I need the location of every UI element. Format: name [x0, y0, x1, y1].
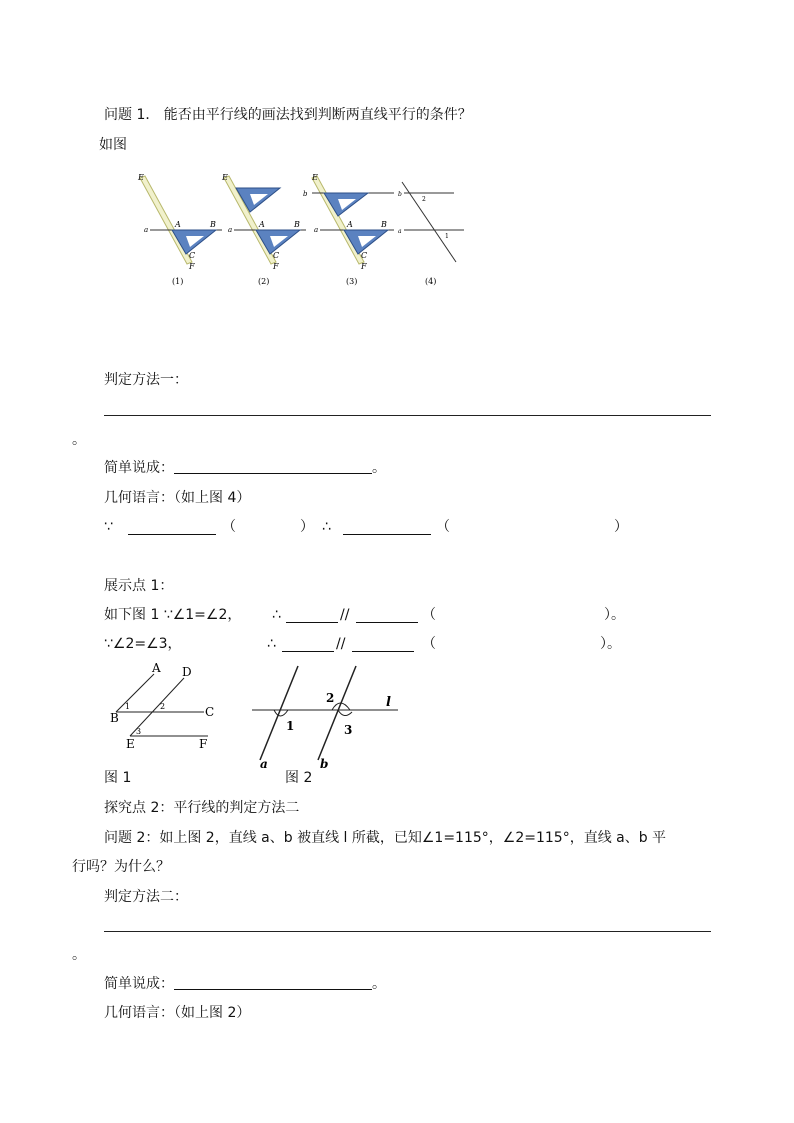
period-mark: 。 [72, 947, 86, 963]
label-A: A [152, 661, 161, 675]
answer-line-method-2[interactable] [104, 931, 711, 932]
label-E: E [312, 173, 318, 182]
label-a: a [144, 226, 149, 234]
angle-1: 1 [125, 702, 131, 711]
rparen-period: ）。 [604, 607, 625, 623]
label-A: A [347, 220, 353, 229]
label-D: D [182, 665, 192, 679]
label-E: E [138, 173, 144, 182]
question-1: 问题 1． 能否由平行线的画法找到判断两直线平行的条件？ [104, 107, 472, 123]
panel-1-caption: (1) [172, 277, 184, 286]
label-a: a [398, 228, 402, 235]
question-2-line-2: 行吗？为什么？ [72, 859, 170, 875]
panel-3-caption: (3) [346, 277, 358, 286]
angle-2: 2 [160, 702, 166, 711]
answer-line-method-1[interactable] [104, 415, 711, 416]
figure-2 [248, 662, 400, 770]
label-E: E [126, 737, 135, 751]
figure-2-caption: 图 2 [285, 770, 313, 786]
explore-point-2: 探究点 2：平行线的判定方法二 [104, 800, 300, 816]
rparen: ） [614, 519, 628, 535]
angle-label-1: 1 [286, 719, 295, 733]
parallel-blank-right[interactable] [356, 608, 418, 623]
geometry-language-fig2: 几何语言：（如上图 2） [104, 1005, 251, 1021]
as-figure-label: 如图 [99, 137, 127, 153]
period-mark: 。 [372, 460, 386, 476]
angle-label-2: 2 [422, 196, 426, 203]
label-a: a [228, 226, 233, 234]
label-b: b [320, 757, 329, 771]
transversal [402, 182, 456, 262]
label-a: a [314, 226, 319, 234]
figure-1 [104, 660, 224, 760]
rparen-period: ）。 [600, 636, 621, 652]
geometry-language-fig4: 几何语言：（如上图 4） [104, 490, 251, 506]
line-a [260, 666, 298, 760]
lparen: （ [422, 636, 436, 652]
fig1-prefix: 如下图 1 ∵∠1=∠2， [104, 607, 242, 623]
angle-arc-1 [274, 710, 288, 716]
panel-3 [303, 173, 394, 286]
angle-label-2: 2 [326, 691, 335, 705]
label-l: l [386, 695, 391, 710]
simple-say-blank[interactable] [174, 459, 372, 474]
simple-say-blank[interactable] [174, 975, 372, 990]
label-b: b [398, 191, 402, 198]
label-F: F [361, 262, 367, 271]
rparen: ） [300, 519, 314, 535]
label-B: B [110, 711, 119, 725]
angle-label-1: 1 [445, 233, 449, 240]
lparen: （ [222, 519, 236, 535]
label-b: b [303, 190, 308, 198]
figure-1-caption: 图 1 [104, 770, 132, 786]
therefore-symbol: ∴ [322, 519, 331, 535]
simple-say-line-1 [104, 458, 386, 478]
simple-say-line-2 [104, 974, 386, 994]
label-B: B [381, 220, 387, 229]
lparen: （ [436, 519, 450, 535]
angle23-prefix: ∵∠2=∠3， [104, 636, 182, 652]
label-A: A [175, 220, 181, 229]
label-F: F [189, 262, 195, 271]
panel-1 [137, 173, 222, 286]
angle-arc-3 [338, 710, 352, 716]
label-B: B [294, 220, 300, 229]
panel-2 [221, 173, 306, 286]
panel-4 [398, 182, 464, 286]
label-B: B [210, 220, 216, 229]
because-symbol: ∵ [104, 519, 113, 535]
label-C: C [273, 251, 280, 260]
parallel-blank-left[interactable] [282, 637, 334, 652]
label-E: E [222, 173, 228, 182]
fig1-reason-row-2 [104, 634, 704, 654]
parallel-blank-left[interactable] [286, 608, 338, 623]
lparen: （ [422, 607, 436, 623]
label-C: C [189, 251, 196, 260]
fig1-reason-row-1 [104, 605, 704, 625]
label-A: A [259, 220, 265, 229]
line-BA [116, 674, 154, 712]
label-C: C [205, 705, 215, 719]
geometry-language-row [104, 517, 704, 537]
therefore-symbol: ∴ [267, 636, 276, 652]
simple-say-label: 简单说成： [104, 460, 174, 476]
label-a: a [260, 757, 268, 771]
period-mark: 。 [72, 432, 86, 448]
period-mark: 。 [372, 976, 386, 992]
angle-label-3: 3 [344, 723, 353, 737]
panel-4-caption: (4) [425, 277, 437, 286]
method-2-label: 判定方法二： [104, 889, 188, 905]
method-1-label: 判定方法一： [104, 372, 188, 388]
conclusion-blank[interactable] [343, 520, 431, 535]
label-C: C [361, 251, 368, 260]
label-F: F [199, 737, 208, 751]
angle-3: 3 [136, 727, 142, 736]
parallel-symbol: // [336, 636, 346, 652]
therefore-symbol: ∴ [272, 607, 281, 623]
parallel-symbol: // [340, 607, 350, 623]
premise-blank[interactable] [128, 520, 216, 535]
parallel-blank-right[interactable] [352, 637, 414, 652]
simple-say-label: 简单说成： [104, 976, 174, 992]
label-F: F [273, 262, 279, 271]
question-2-line-1: 问题 2：如上图 2，直线 a、b 被直线 l 所截，已知∠1=115°，∠2=115°，直线 a、b 平 [104, 830, 667, 846]
panel-2-caption: (2) [258, 277, 270, 286]
show-point-1: 展示点 1： [104, 578, 174, 594]
ruler-triangle-figure [130, 168, 470, 293]
